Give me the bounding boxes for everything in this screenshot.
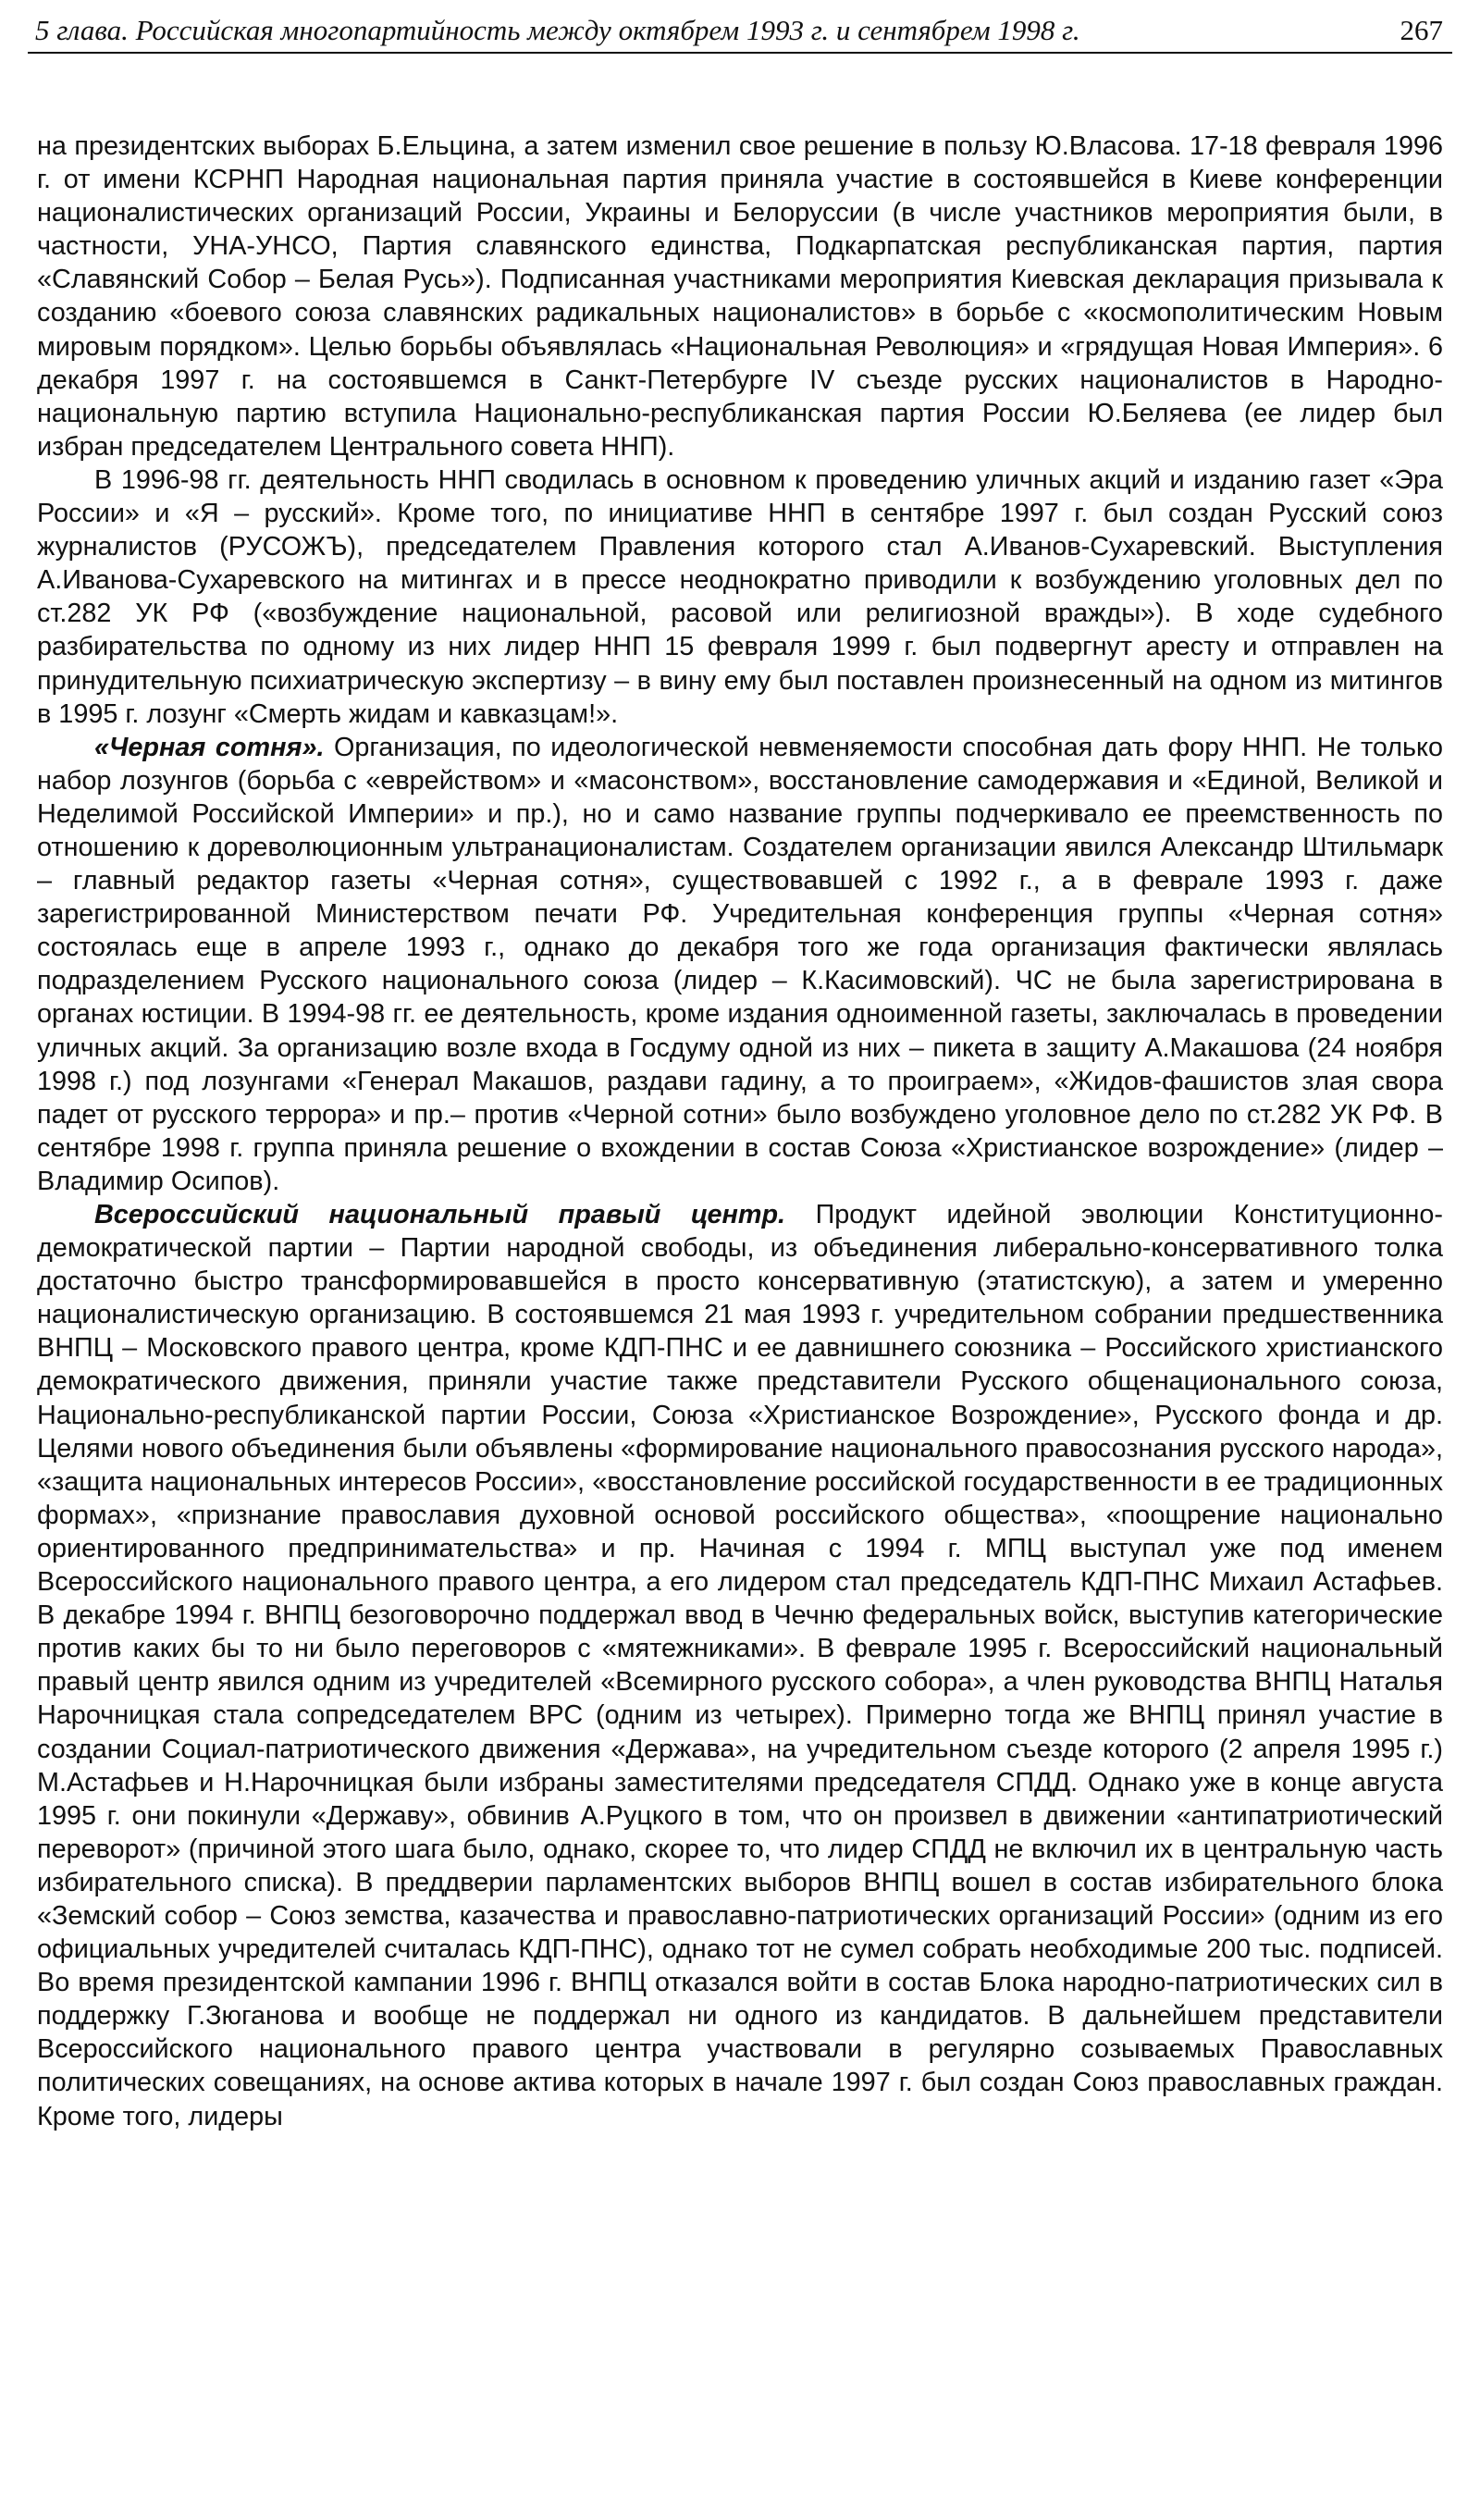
paragraph — [37, 1198, 1443, 2133]
page-number: 267 — [1400, 14, 1443, 46]
body-text — [37, 130, 1443, 2133]
paragraph-lead-heading: Всероссийский национальный правый центр. — [94, 1200, 786, 1229]
paragraph-text: на президентских выборах Б.Ельцина, а затем изменил свое решение в пользу Ю.Власова. 17-18 февраля 1996 г. от имени КСРНП Народная национальная партия приняла участие в состоявшейся в Киеве конференции националистических организаций России, Украины и Белоруссии (в числе участников мероприятия были, в частности, УНА-УНСО, Партия славянского единства, Подкарпатская республиканская партия, партия «Славянский Собор – Белая Русь»). Подписанная участниками мероприятия Киевская декларация призывала к созданию «боевого союза славянских радикальных националистов» в борьбе с «космополитическим Новым мировым порядком». Целью борьбы объявлялась «Национальная Революция» и «грядущая Новая Империя». 6 декабря 1997 г. на состоявшемся в Санкт-Петербурге IV съезде русских националистов в Народно-национальную партию вступила Национально-республиканская партия России Ю.Беляева (ее лидер был избран председателем Центрального совета ННП). — [37, 131, 1443, 462]
paragraph — [37, 731, 1443, 1198]
running-header — [28, 11, 1452, 54]
paragraph — [37, 130, 1443, 463]
paragraph — [37, 463, 1443, 731]
paragraph-text: В 1996-98 гг. деятельность ННП сводилась в основном к проведению уличных акций и изданию газет «Эра России» и «Я – русский». Кроме того, по инициативе ННП в сентябре 1997 г. был создан Русский союз журналистов (РУСОЖЪ), председателем Правления которого стал А.Иванов-Сухаревский. Выступления А.Иванова-Сухаревского на митингах и в прессе неоднократно приводили к возбуждению уголовных дел по ст.282 УК РФ («возбуждение национальной, расовой или религиозной вражды»). В ходе судебного разбирательства по одному из них лидер ННП 15 февраля 1999 г. был подвергнут аресту и отправлен на принудительную психиатрическую экспертизу – в вину ему был поставлен произнесенный на одном из митингов в 1995 г. лозунг «Смерть жидам и кавказцам!». — [37, 464, 1443, 729]
paragraph-text: Организация, по идеологической невменяемости способная дать фору ННП. Не только набор лозунгов (борьба с «еврейством» и «масонством», восстановление самодержавия и «Единой, Великой и Неделимой Российской Империи» и пр.), но и само название группы подчеркивало ее преемственность по отношению к дореволюционным ультранационалистам. Создателем организации явился Александр Штильмарк – главный редактор газеты «Черная сотня», существовавшей с 1992 г., а в феврале 1993 г. даже зарегистрированной Министерством печати РФ. Учредительная конференция группы «Черная сотня» состоялась еще в апреле 1993 г., однако до декабря того же года организация фактически являлась подразделением Русского национального союза (лидер – К.Касимовский). ЧС не была зарегистрирована в органах юстиции. В 1994-98 гг. ее деятельность, кроме издания одноименной газеты, заключалась в проведении уличных акций. За организацию возле входа в Госдуму одной из них – пикета в защиту А.Макашова (24 ноября 1998 г.) под лозунгами «Генерал Макашов, раздави гадину, а то проиграем», «Жидов-фашистов злая свора падет от русского террора» и пр.– против «Черной сотни» было возбуждено уголовное дело по ст.282 УК РФ. В сентябре 1998 г. группа приняла решение о вхождении в состав Союза «Христианское возрождение» (лидер – Владимир Осипов). — [37, 732, 1443, 1196]
running-title: 5 глава. Российская многопартийность между октябрем 1993 г. и сентябрем 1998 г. — [35, 14, 1080, 46]
book-page — [28, 0, 1452, 2520]
paragraph-lead-heading: «Черная сотня». — [94, 732, 325, 762]
paragraph-text: Продукт идейной эволюции Конституционно-демократической партии – Партии народной свободы, из объединения либерально-консервативного толка достаточно быстро трансформировавшейся в просто консервативную (этатистскую), а затем и умеренно националистическую организацию. В состоявшемся 21 мая 1993 г. учредительном собрании предшественника ВНПЦ – Московского правого центра, кроме КДП-ПНС и ее давнишнего союзника – Российского христианского демократического движения, приняли участие также представители Русского общенационального союза, Национально-республиканской партии России, Союза «Христианское Возрождение», Русского фонда и др. Целями нового объединения были объявлены «формирование национального правосознания русского народа», «защита национальных интересов России», «восстановление российской государственности в ее традиционных формах», «признание православия духовной основой российского общества», «поощрение национально ориентированного предпринимательства» и пр. Начиная с 1994 г. МПЦ выступал уже под именем Всероссийского национального правого центра, а его лидером стал председатель КДП-ПНС Михаил Астафьев. В декабре 1994 г. ВНПЦ безоговорочно поддержал ввод в Чечню федеральных войск, выступив категорические против каких бы то ни было переговоров с «мятежниками». В феврале 1995 г. Всероссийский национальный правый центр явился одним из учредителей «Всемирного русского собора», а член руководства ВНПЦ Наталья Нарочницкая стала сопредседателем ВРС (одним из четырех). Примерно тогда же ВНПЦ принял участие в создании Социал-патриотического движения «Держава», на учредительном съезде которого (2 апреля 1995 г.) М.Астафьев и Н.Нарочницкая были избраны заместителями председателя СПДД. Однако уже в конце августа 1995 г. они покинули «Державу», обвинив А.Руцкого в том, что он произвел в движении «антипатриотический переворот» (причиной этого шага было, однако, скорее то, что лидер СПДД не включил их в центральную часть избирательного списка). В преддверии парламентских выборов ВНПЦ вошел в состав избирательного блока «Земский собор – Союз земства, казачества и православно-патриотических организаций России» (одним из его официальных учредителей считалась КДП-ПНС), однако тот не сумел собрать необходимые 200 тыс. подписей. Во время президентской кампании 1996 г. ВНПЦ отказался войти в состав Блока народно-патриотических сил в поддержку Г.Зюганова и вообще не поддержал ни одного из кандидатов. В дальнейшем представители Всероссийского национального правого центра участвовали в регулярно созываемых Православных политических совещаниях, на основе актива которых в начале 1997 г. был создан Союз православных граждан. Кроме того, лидеры — [37, 1200, 1443, 2131]
